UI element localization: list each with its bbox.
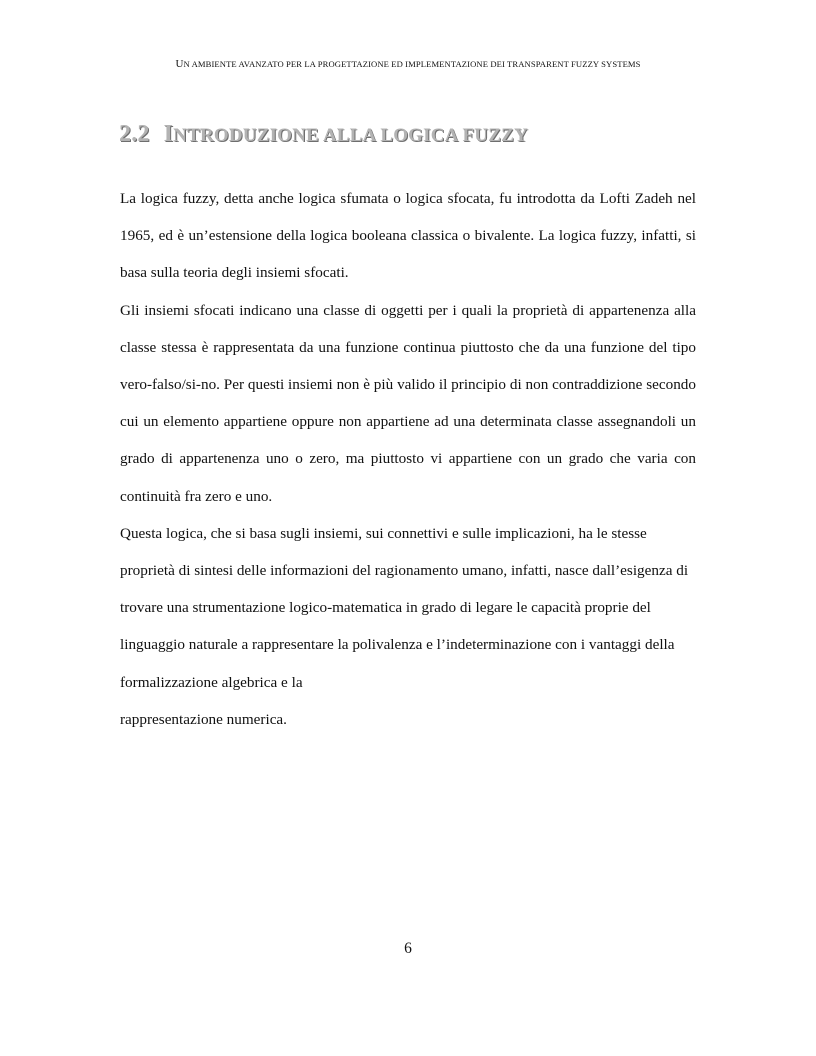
paragraph-4: rappresentazione numerica. — [120, 710, 287, 728]
running-header — [0, 58, 816, 70]
paragraph-3: Questa logica, che si basa sugli insiemi, sui connettivi e sulle implicazioni, ha le stesse proprietà di sintesi delle informazioni del ragionamento umano, infatti, nasce dall’esigenza di trovare una strumentazione logico-matematica in grado di legare le capacità proprie del linguaggio naturale a rappresentare la polivalenza e l’indeterminazione con i vantaggi della formalizzazione algebrica e la — [120, 524, 689, 691]
paragraph-2: Gli insiemi sfocati indicano una classe di oggetti per i quali la proprietà di appartenenza alla classe stessa è rappresentata da una funzione continua piuttosto che da una funzione del tipo vero-falso/si-no. Per questi insiemi non è più valido il principio di non contraddizione secondo cui un elemento appartiene oppure non appartiene ad una determinata classe assegnandoli un grado di appartenenza uno o zero, ma piuttosto vi appartiene con un grado che varia con continuità fra zero e uno. — [120, 301, 696, 505]
section-title-initial: I — [163, 121, 174, 147]
body-text — [120, 180, 696, 738]
section-number: 2.2 — [119, 121, 150, 147]
section-title-rest: NTRODUZIONE ALLA LOGICA FUZZY — [173, 125, 528, 146]
page-number: 6 — [404, 940, 412, 957]
paragraph-1: La logica fuzzy, detta anche logica sfumata o logica sfocata, fu introdotta da Lofti Zadeh nel 1965, ed è un’estensione della logica booleana classica o bivalente. La logica fuzzy, infatti, si basa sulla teoria degli insiemi sfocati. — [120, 190, 696, 282]
running-header-initial: U — [175, 58, 184, 70]
section-heading — [119, 121, 528, 148]
running-header-text: N AMBIENTE AVANZATO PER LA PROGETTAZIONE ED IMPLEMENTAZIONE DEI TRANSPARENT FUZZY SYSTEMS — [183, 59, 641, 69]
